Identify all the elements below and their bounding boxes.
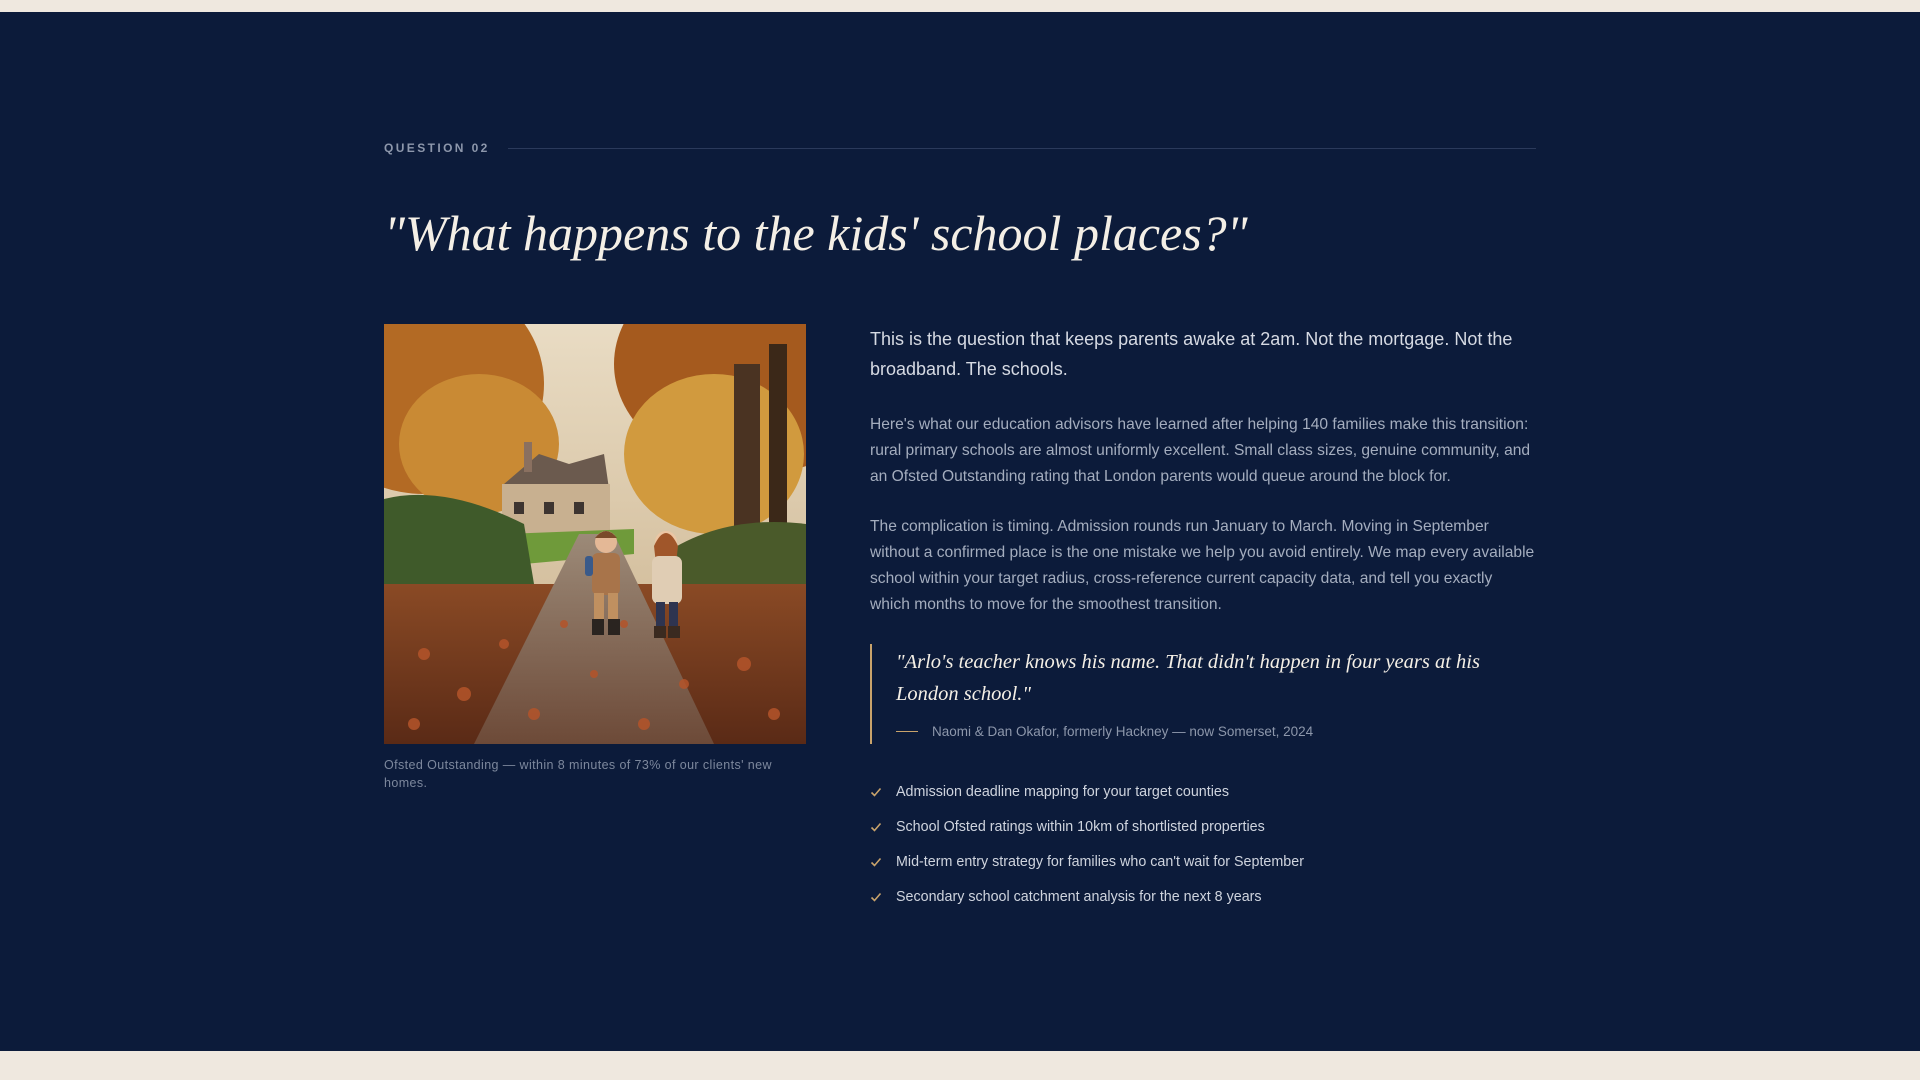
eyebrow-divider	[508, 148, 1536, 149]
bottom-page-strip	[0, 1051, 1920, 1080]
attribution-dash	[896, 731, 918, 732]
body-paragraph: The complication is timing. Admission rounds run January to March. Moving in September without a confirmed place is the one mistake we help you avoid entirely. We map every available school within your target radius, cross-reference current capacity data, and tell you exactly which months to move for the smoothest transition.	[870, 518, 1535, 613]
testimonial-quote	[870, 644, 1536, 744]
list-item-label: Secondary school catchment analysis for the next 8 years	[896, 888, 1262, 905]
list-item	[870, 774, 1536, 809]
top-page-strip	[0, 0, 1920, 12]
list-item	[870, 844, 1536, 879]
list-item-label: Admission deadline mapping for your target counties	[896, 783, 1229, 800]
question-eyebrow: QUESTION 02	[384, 141, 490, 155]
check-icon	[870, 856, 882, 868]
photo-caption: Ofsted Outstanding — within 8 minutes of 73% of our clients' new homes.	[384, 758, 772, 790]
list-item	[870, 879, 1536, 914]
photo-illustration	[384, 324, 806, 744]
check-icon	[870, 786, 882, 798]
quote-attribution	[896, 724, 1536, 739]
body-paragraph: Here's what our education advisors have learned after helping 140 families make this transition: rural primary schools are almost uniformly excellent. Small class sizes, genuine community, and an Ofsted Outstanding rating that London parents would queue around the block for.	[870, 416, 1531, 485]
quote-text: "Arlo's teacher knows his name. That didn't happen in four years at his London school."	[896, 651, 1480, 705]
content-column	[870, 324, 1536, 914]
list-item	[870, 809, 1536, 844]
children-lane-photo	[384, 324, 806, 744]
eyebrow-row	[384, 136, 1536, 160]
lead-paragraph: This is the question that keeps parents awake at 2am. Not the mortgage. Not the broadband. The schools.	[870, 329, 1513, 379]
list-item-label: School Ofsted ratings within 10km of shortlisted properties	[896, 818, 1265, 835]
attribution-text: Naomi & Dan Okafor, formerly Hackney — now Somerset, 2024	[932, 724, 1314, 739]
benefits-checklist	[870, 774, 1536, 914]
list-item-label: Mid-term entry strategy for families who can't wait for September	[896, 853, 1304, 870]
check-icon	[870, 891, 882, 903]
question-headline: "What happens to the kids' school places?"	[384, 205, 1248, 261]
check-icon	[870, 821, 882, 833]
